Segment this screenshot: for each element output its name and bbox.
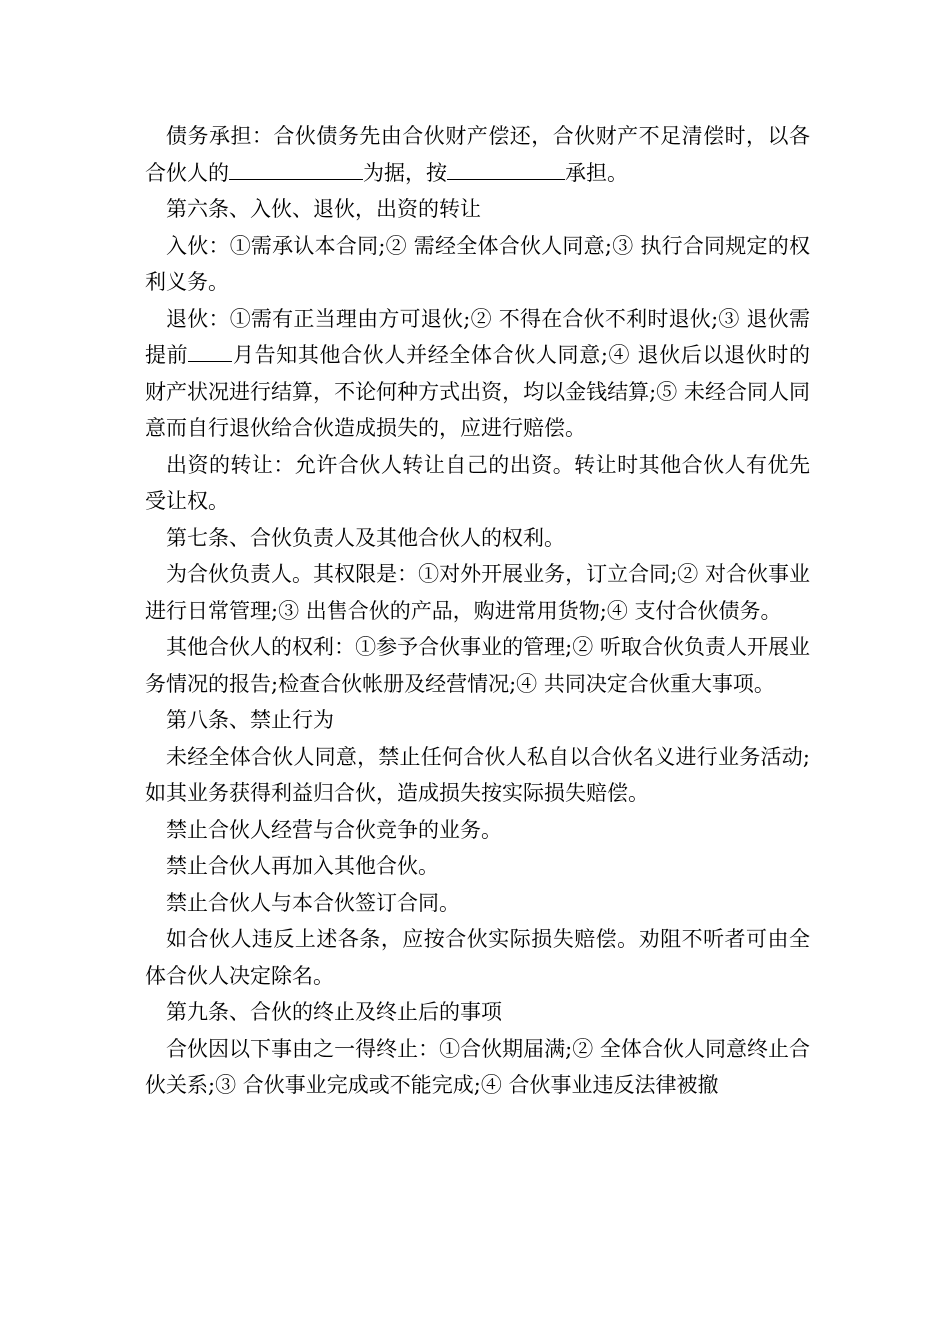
debt-liability-text-2: 为据，按	[363, 160, 447, 185]
debt-liability-text-1: 债务承担：合伙债务先由合伙财产偿还，合伙财产不足清偿时，以各合伙人的	[145, 124, 810, 185]
fill-in-blank[interactable]	[447, 157, 565, 180]
paragraph-withdrawal	[145, 301, 810, 447]
paragraph-contribution-transfer: 出资的转让：允许合伙人转让自己的出资。转让时其他合伙人有优先受让权。	[145, 452, 810, 513]
debt-liability-text-3: 承担。	[565, 160, 628, 185]
paragraph-prohibition-2: 禁止合伙人经营与合伙竞争的业务。	[166, 817, 502, 842]
article-8-heading: 第八条、禁止行为	[166, 708, 334, 732]
paragraph-debt-liability	[145, 118, 810, 191]
fill-in-blank[interactable]	[229, 157, 363, 180]
article-6-heading: 第六条、入伙、退伙，出资的转让	[166, 197, 481, 221]
withdrawal-text-1: 退伙：①需有正当理由方可退伙;② 不得在合伙不利时退伙;③ 退伙需提前	[145, 306, 810, 367]
article-7-heading: 第七条、合伙负责人及其他合伙人的权利。	[166, 525, 565, 550]
paragraph-partner-rights: 其他合伙人的权利：①参予合伙事业的管理;② 听取合伙负责人开展业务情况的报告;检查合伙帐册及经营情况;④ 共同决定合伙重大事项。	[145, 635, 810, 696]
paragraph-violation: 如合伙人违反上述各条，应按合伙实际损失赔偿。劝阻不听者可由全体合伙人决定除名。	[145, 927, 810, 988]
paragraph-manager-authority: 为合伙负责人。其权限是：①对外开展业务，订立合同;② 对合伙事业进行日常管理;③ 出售合伙的产品，购进常用货物;④ 支付合伙债务。	[145, 562, 810, 623]
paragraph-prohibition-1: 未经全体合伙人同意，禁止任何合伙人私自以合伙名义进行业务活动;如其业务获得利益归合伙，造成损失按实际损失赔偿。	[145, 744, 810, 805]
paragraph-prohibition-4: 禁止合伙人与本合伙签订合同。	[166, 890, 460, 915]
fill-in-blank[interactable]	[188, 339, 232, 362]
paragraph-joining: 入伙：①需承认本合同;② 需经全体合伙人同意;③ 执行合同规定的权利义务。	[145, 233, 810, 294]
paragraph-termination: 合伙因以下事由之一得终止：①合伙期届满;② 全体合伙人同意终止合伙关系;③ 合伙事业完成或不能完成;④ 合伙事业违反法律被撤	[145, 1036, 810, 1097]
paragraph-prohibition-3: 禁止合伙人再加入其他合伙。	[166, 854, 439, 878]
withdrawal-text-2: 月告知其他合伙人并经全体合伙人同意;④ 退伙后以退伙时的财产状况进行结算，不论何种方式出资，均以金钱结算;⑤ 未经合同人同意而自行退伙给合伙造成损失的，应进行赔偿。	[145, 343, 811, 440]
document-page	[145, 118, 810, 1104]
article-9-heading: 第九条、合伙的终止及终止后的事项	[166, 1000, 502, 1024]
